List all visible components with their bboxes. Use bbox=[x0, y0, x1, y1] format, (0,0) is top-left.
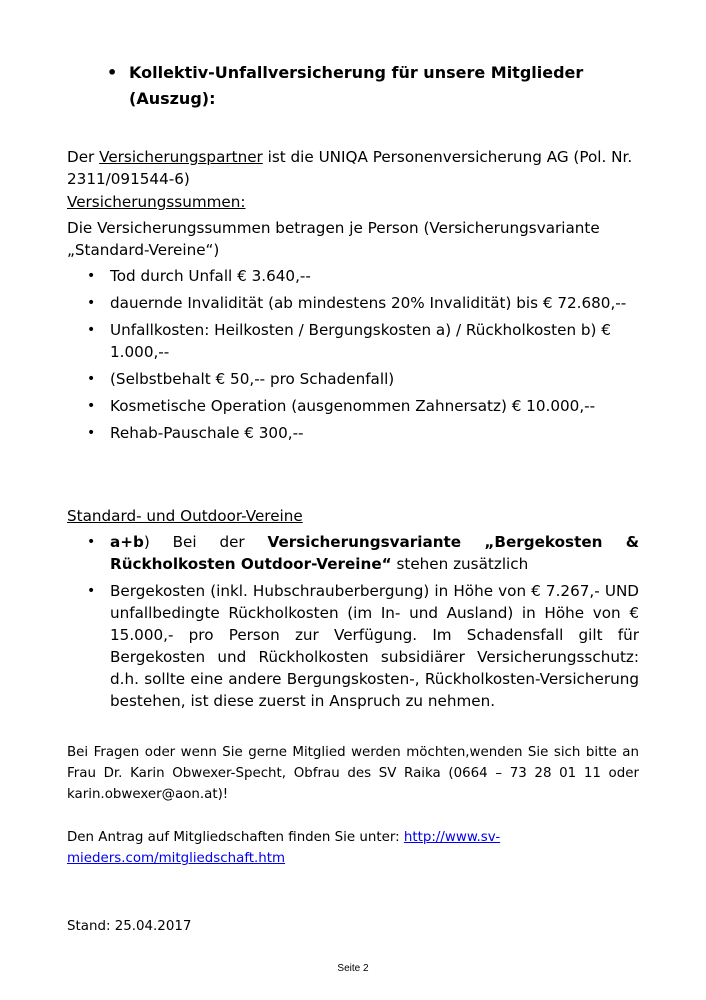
list-item: • (Selbstbehalt € 50,-- pro Schadenfall) bbox=[87, 370, 395, 388]
application-paragraph bbox=[67, 827, 639, 869]
membership-link[interactable]: http://www.sv-mieders.com/mitgliedschaft.htm bbox=[67, 830, 501, 866]
stand-date: Stand: 25.04.2017 bbox=[67, 919, 192, 934]
partner-prefix: Der bbox=[67, 148, 100, 166]
outdoor-list bbox=[67, 531, 639, 712]
heading-text: Kollektiv-Unfallversicherung für unsere Mitglieder (Auszug): bbox=[129, 63, 584, 108]
list-item: • dauernde Invalidität (ab mindestens 20% Invalidität) bis € 72.680,-- bbox=[87, 294, 627, 312]
contact-paragraph: Bei Fragen oder wenn Sie gerne Mitglied werden möchten,wenden Sie sich bitte an Frau Dr. Karin Obwexer-Specht, Obfrau des SV Raika (0664 – 73 28 01 11 oder karin.obwexer@aon.at)! bbox=[67, 745, 639, 802]
sums-section bbox=[67, 191, 639, 449]
outdoor-title: Standard- und Outdoor-Vereine bbox=[67, 507, 303, 525]
partner-paragraph bbox=[67, 146, 639, 190]
list-item: • a+b) Bei der Versicherungsvariante „Bergekosten & Rückholkosten Outdoor-Vereine“ stehen zusätzlich bbox=[87, 533, 640, 573]
outdoor-section bbox=[67, 505, 639, 717]
sums-intro: Die Versicherungssummen betragen je Person (Versicherungsvariante „Standard-Vereine“) bbox=[67, 219, 600, 259]
partner-rest: ist die UNIQA Personenversicherung AG (Pol. Nr. 2311/091544-6) bbox=[67, 148, 633, 188]
sums-title: Versicherungssummen: bbox=[67, 193, 246, 211]
bullet: • bbox=[107, 63, 118, 82]
list-item: • Rehab-Pauschale € 300,-- bbox=[87, 424, 304, 442]
sums-list bbox=[67, 265, 639, 444]
page-number: Seite 2 bbox=[337, 963, 369, 974]
list-item: • Bergekosten (inkl. Hubschrauberbergung) in Höhe von € 7.267,- UND unfallbedingte Rückholkosten (im In- und Ausland) in Höhe von € 15.000,- pro Person zur Verfügung. Im Schadensfall gilt für Bergekosten und Rückholkosten subsidiärer Versicherungsschutz: d.h. sollte eine andere Bergungskosten-, Rückholkosten-Versicherung bestehen, ist diese zuerst in Anspruch zu nehmen. bbox=[87, 582, 639, 710]
section-heading bbox=[107, 60, 647, 112]
list-item: • Kosmetische Operation (ausgenommen Zahnersatz) € 10.000,-- bbox=[87, 397, 596, 415]
partner-underlined: Versicherungspartner bbox=[99, 148, 263, 166]
list-item: • Tod durch Unfall € 3.640,-- bbox=[87, 267, 311, 285]
list-item: • Unfallkosten: Heilkosten / Bergungskosten a) / Rückholkosten b) € 1.000,-- bbox=[87, 321, 611, 361]
application-text: Den Antrag auf Mitgliedschaften finden Sie unter: bbox=[67, 830, 404, 845]
